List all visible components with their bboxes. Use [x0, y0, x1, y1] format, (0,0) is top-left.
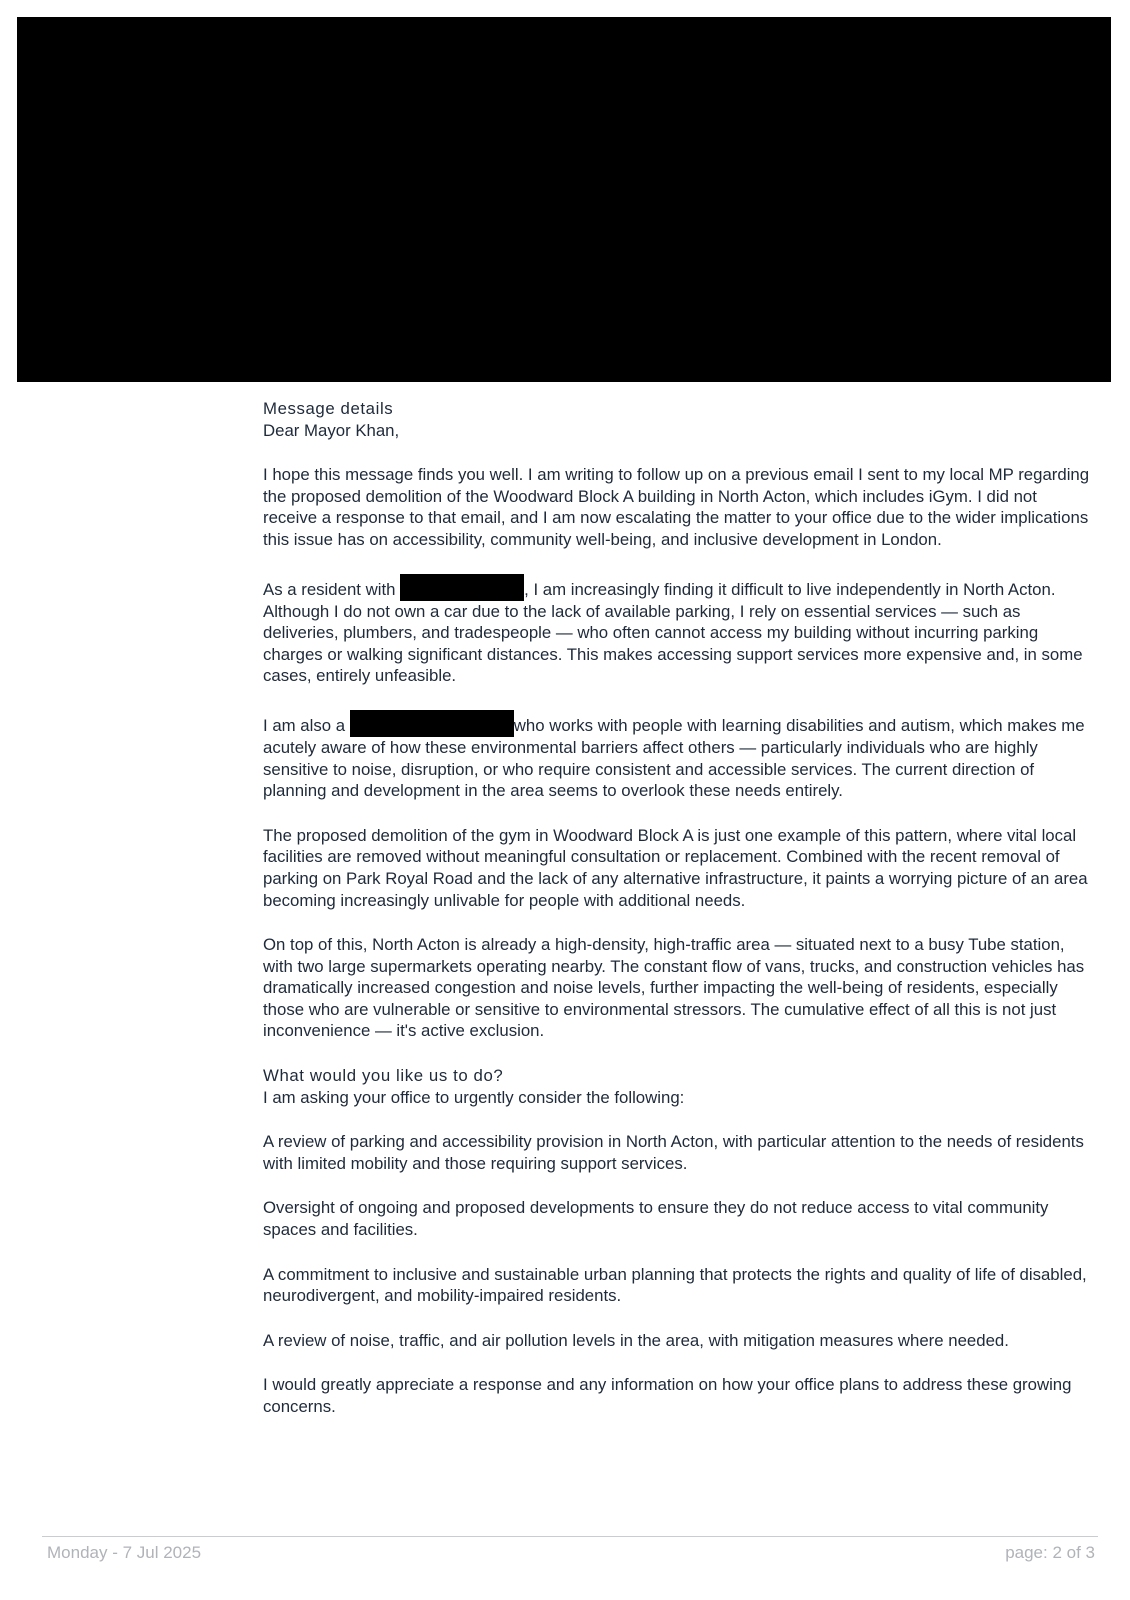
paragraph-resident-start: As a resident with [263, 579, 396, 599]
message-body [263, 398, 1093, 1441]
paragraph-occupation-start: I am also a [263, 715, 346, 735]
redacted-header-block [17, 17, 1111, 382]
paragraph-demolition: The proposed demolition of the gym in Woodward Block A is just one example of this pattern, where vital local facilities are removed without meaningful consultation or replacement. Combined with the recent removal of parking on Park Royal Road and the lack of any alternative infrastructure, it paints a worrying picture of an area becoming increasingly unlivable for people with additional needs. [263, 825, 1088, 910]
redaction-box [350, 710, 514, 737]
request-item: A commitment to inclusive and sustainable urban planning that protects the rights and quality of life of disabled, neurodivergent, and mobility-impaired residents. [263, 1264, 1087, 1306]
footer-divider [42, 1536, 1098, 1537]
page-number: page: 2 of 3 [1005, 1543, 1095, 1562]
paragraph-traffic: On top of this, North Acton is already a high-density, high-traffic area — situated next to a busy Tube station, with two large supermarkets operating nearby. The constant flow of vans, trucks, and construction vehicles has dramatically increased congestion and noise levels, further impacting the well-being of residents, especially those who are vulnerable or sensitive to environmental stressors. The cumulative effect of all this is not just inconvenience — it's active exclusion. [263, 935, 1085, 1041]
request-item: A review of noise, traffic, and air pollution levels in the area, with mitigation measures where needed. [263, 1330, 1009, 1350]
paragraph-resident-rest: , I am increasingly finding it difficult to live independently in North Acton. Although I do not own a car due to the lack of available parking, I rely on essential services — such as deliveries, plumbers, and tradespeople — who often cannot access my building without incurring parking charges or walking significant distances. This makes accessing support services more expensive and, in some cases, entirely unfeasible. [263, 579, 1083, 686]
paragraph-intro: I hope this message finds you well. I am writing to follow up on a previous email I sent to my local MP regarding the proposed demolition of the Woodward Block A building in North Acton, which includes iGym. I did not receive a response to that email, and I am now escalating the matter to your office due to the wider implications this issue has on accessibility, community well-being, and inclusive development in London. [263, 465, 1090, 549]
request-heading: What would you like us to do? [263, 1066, 504, 1086]
section-title: Message details [263, 399, 394, 418]
closing-paragraph: I would greatly appreciate a response and any information on how your office plans to address these growing concerns. [263, 1375, 1072, 1416]
paragraph-occupation-rest: who works with people with learning disabilities and autism, which makes me acutely aware of how these environmental barriers affect others — particularly individuals who are highly sensitive to noise, disruption, or who require consistent and accessible services. The current direction of planning and development in the area seems to overlook these needs entirely. [263, 715, 1085, 801]
footer-date: Monday - 7 Jul 2025 [47, 1543, 202, 1562]
redaction-box [400, 574, 524, 601]
salutation: Dear Mayor Khan, [263, 420, 400, 440]
request-item: A review of parking and accessibility provision in North Acton, with particular attention to the needs of residents with limited mobility and those requiring support services. [263, 1132, 1084, 1173]
request-intro: I am asking your office to urgently consider the following: [263, 1087, 685, 1107]
paragraph-occupation [263, 710, 1093, 802]
paragraph-resident [263, 574, 1093, 687]
request-item: Oversight of ongoing and proposed developments to ensure they do not reduce access to vital community spaces and facilities. [263, 1198, 1049, 1240]
